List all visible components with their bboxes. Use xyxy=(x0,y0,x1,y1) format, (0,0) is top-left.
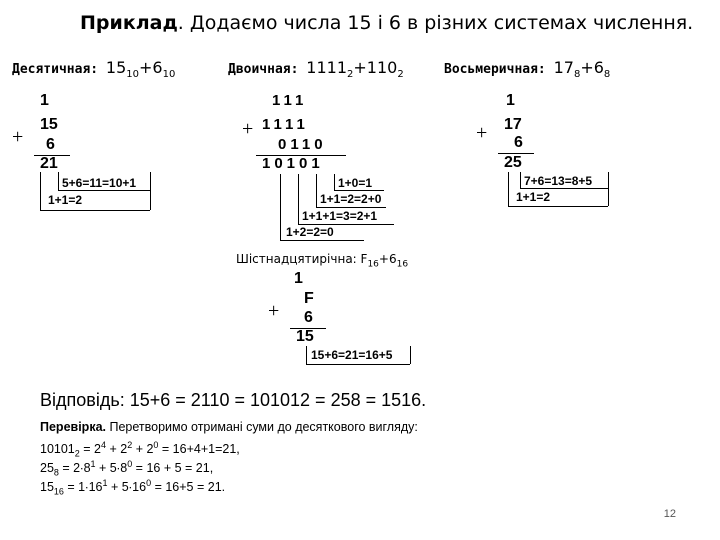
plus-sign: + xyxy=(12,126,24,148)
binary-step: 1+2=2=0 xyxy=(286,225,334,239)
binary-addend-a: 1111 xyxy=(262,116,309,133)
decimal-step: 5+6=11=10+1 xyxy=(62,176,137,190)
decimal-addend-b: 6 xyxy=(46,136,55,153)
octal-carry: 1 xyxy=(506,92,515,109)
step-line xyxy=(508,206,608,207)
octal-sum: 25 xyxy=(504,154,522,171)
page-number: 12 xyxy=(663,508,676,520)
step-bracket xyxy=(298,174,299,224)
step-line xyxy=(58,190,150,191)
answer-text: Відповідь: 15+6 = 2110 = 101012 = 258 = 1516. xyxy=(40,390,427,410)
step-line xyxy=(40,210,150,211)
step-bracket xyxy=(508,172,509,206)
decimal-header: Десятичная: $15_{10}+6_{10}$ xyxy=(12,58,176,81)
page-title: Приклад. Додаємо числа 15 і 6 в різних системах числення. xyxy=(80,12,694,34)
step-bracket xyxy=(608,172,609,206)
hex-sum: 15 xyxy=(296,328,314,345)
hex-addend-a: F xyxy=(304,290,314,307)
decimal-sum: 21 xyxy=(40,155,58,172)
octal-step: 1+1=2 xyxy=(516,190,551,204)
step-bracket xyxy=(40,172,41,210)
decimal-carry: 1 xyxy=(40,92,49,109)
binary-step: 1+1=2=2+0 xyxy=(320,192,382,206)
octal-header: Восьмеричная: $17_8+6_8$ xyxy=(444,58,611,81)
step-bracket xyxy=(410,346,411,364)
step-bracket xyxy=(520,172,521,188)
step-line xyxy=(520,188,608,189)
step-bracket xyxy=(334,174,335,190)
hex-header: Шістнадцятирічна: $F_{16}+6_{16}$ xyxy=(236,252,409,270)
decimal-addend-a: 15 xyxy=(40,116,58,133)
plus-sign: + xyxy=(268,300,280,322)
check-line-octal: $25_8 = 2\cdot 8^1 + 5\cdot 8^0 = 16 + 5 = 21$, xyxy=(40,459,214,478)
step-line xyxy=(280,240,364,241)
octal-addend-b: 6 xyxy=(514,134,523,151)
check-line-binary: $10101_2 = 2^4 + 2^2 + 2^0 = 16+4+1=21$, xyxy=(40,440,240,459)
binary-step: 1+1+1=3=2+1 xyxy=(302,209,378,223)
check-intro: Перевірка. Перетворимо отримані суми до десяткового вигляду: xyxy=(40,420,418,434)
octal-step: 7+6=13=8+5 xyxy=(524,174,593,188)
octal-addend-a: 17 xyxy=(504,116,522,133)
binary-sum: 10101 xyxy=(262,155,324,172)
binary-header: Двоичная: $1111_2+110_2$ xyxy=(228,58,404,81)
step-bracket xyxy=(150,172,151,210)
binary-step: 1+0=1 xyxy=(338,176,373,190)
step-bracket xyxy=(306,346,307,364)
hex-addend-b: 6 xyxy=(304,309,313,326)
step-line xyxy=(316,207,386,208)
step-bracket xyxy=(58,172,59,190)
check-line-hex: $15_{16} = 1\cdot 16^1 + 5\cdot 16^0 = 16+5 = 21$. xyxy=(40,478,226,497)
binary-addend-b: 0110 xyxy=(278,136,327,153)
hex-step: 15+6=21=16+5 xyxy=(311,348,393,362)
hex-carry: 1 xyxy=(294,270,303,287)
plus-sign: + xyxy=(476,122,488,144)
step-line xyxy=(306,364,410,365)
decimal-step: 1+1=2 xyxy=(48,193,83,207)
step-bracket xyxy=(316,174,317,208)
plus-sign: + xyxy=(242,118,254,140)
step-bracket xyxy=(280,174,281,240)
step-line xyxy=(334,190,384,191)
binary-carry: 111 xyxy=(272,92,308,109)
